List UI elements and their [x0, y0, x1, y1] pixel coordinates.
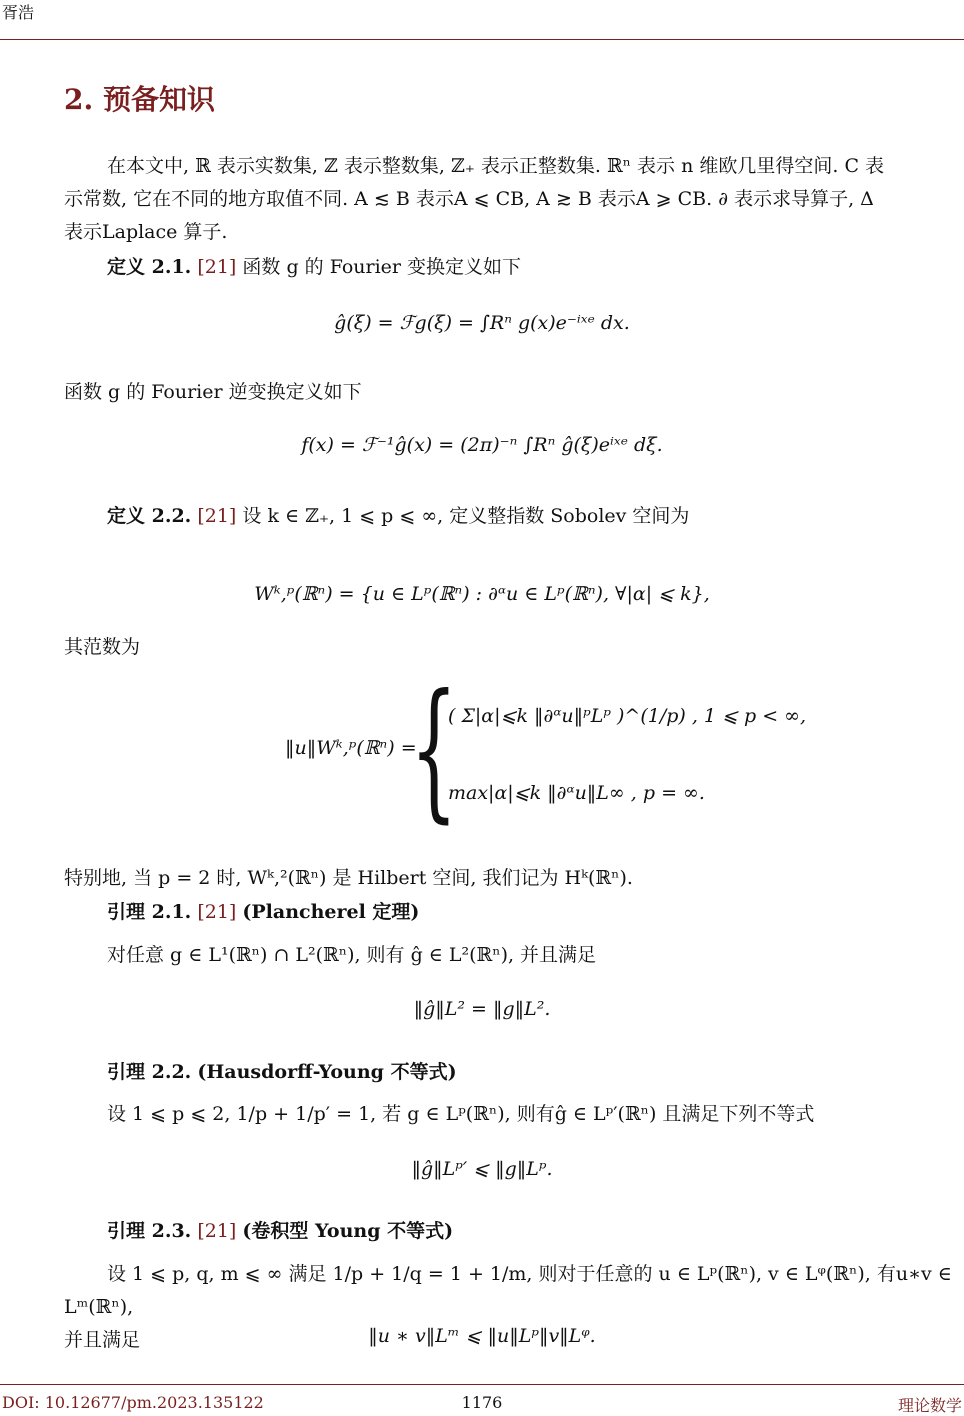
lem21-ref[interactable]: [21]	[197, 901, 237, 923]
hilbert-remark: 特别地, 当 p = 2 时, Wᵏ,²(ℝⁿ) 是 Hilbert 空间, 我们记为 Hᵏ(ℝⁿ).	[64, 867, 633, 889]
footer-doi-link[interactable]: DOI: 10.12677/pm.2023.135122	[2, 1393, 264, 1412]
lem22-text: 设 1 ⩽ p ⩽ 2, 1/p + 1/p′ = 1, 若 g ∈ Lᵖ(ℝⁿ), 则有ĝ ∈ Lᵖ′(ℝⁿ) 且满足下列不等式	[107, 1103, 815, 1125]
plancherel-equation: ‖ĝ‖L² = ‖g‖L².	[413, 998, 551, 1020]
fourier-transform-equation: ĝ(ξ) = ℱg(ξ) = ∫Rⁿ g(x)e⁻ⁱˣᵉ dx.	[334, 312, 630, 334]
norm-case-1: ( Σ|α|⩽k ‖∂ᵅu‖ᵖLᵖ )^(1/p) , 1 ⩽ p < ∞,	[448, 705, 807, 727]
def22-label: 定义 2.2.	[107, 505, 192, 527]
def21-label: 定义 2.1.	[107, 256, 192, 278]
header-rule	[0, 39, 964, 40]
lem21-name: (Plancherel 定理)	[242, 901, 420, 923]
inverse-intro: 函数 g 的 Fourier 逆变换定义如下	[64, 381, 362, 403]
lem23-ref[interactable]: [21]	[197, 1220, 237, 1242]
intro-line-2: 示常数, 它在不同的地方取值不同. A ≲ B 表示A ⩽ CB, A ≳ B 表示A ⩾ CB. ∂ 表示求导算子, Δ	[64, 188, 874, 210]
def22-text: 设 k ∈ ℤ₊, 1 ⩽ p ⩽ ∞, 定义整指数 Sobolev 空间为	[242, 505, 690, 527]
lem22-label: 引理 2.2.	[107, 1061, 192, 1083]
definition-2-2	[107, 501, 689, 528]
hausdorff-young-equation: ‖ĝ‖Lᵖ′ ⩽ ‖g‖Lᵖ.	[411, 1158, 553, 1180]
lem21-text: 对任意 g ∈ L¹(ℝⁿ) ∩ L²(ℝⁿ), 则有 ĝ ∈ L²(ℝⁿ), 并且满足	[107, 944, 597, 966]
header-author: 胥浩	[2, 3, 35, 22]
def21-text: 函数 g 的 Fourier 变换定义如下	[242, 256, 522, 278]
lem22-name: (Hausdorff-Young 不等式)	[197, 1061, 457, 1083]
footer-rule	[0, 1384, 964, 1385]
def22-ref[interactable]: [21]	[197, 505, 237, 527]
lemma-2-2	[107, 1057, 457, 1084]
intro-paragraph	[64, 150, 964, 249]
sobolev-space-equation: Wᵏ,ᵖ(ℝⁿ) = {u ∈ Lᵖ(ℝⁿ) : ∂ᵅu ∈ Lᵖ(ℝⁿ), ∀|α| ⩽ k},	[254, 583, 710, 605]
journal-name: 理论数学	[897, 1396, 962, 1415]
lem23-line-1: 设 1 ⩽ p, q, m ⩽ ∞ 满足 1/p + 1/q = 1 + 1/m, 则对于任意的 u ∈ Lᵖ(ℝⁿ), v ∈ Lᵠ(ℝⁿ), 有u∗v ∈ Lᵐ(ℝⁿ),	[64, 1263, 952, 1318]
intro-line-1: 在本文中, ℝ 表示实数集, ℤ 表示整数集, ℤ₊ 表示正整数集. ℝⁿ 表示 n 维欧几里得空间. C 表	[107, 155, 885, 177]
cases-brace: {	[410, 663, 458, 837]
norm-case-2: max|α|⩽k ‖∂ᵅu‖L∞ , p = ∞.	[448, 782, 705, 804]
norm-intro: 其范数为	[64, 636, 141, 658]
norm-lhs: ‖u‖Wᵏ,ᵖ(ℝⁿ) =	[285, 737, 417, 759]
young-inequality-equation: ‖u ∗ v‖Lᵐ ⩽ ‖u‖Lᵖ‖v‖Lᵠ.	[368, 1325, 596, 1347]
section-title: 2. 预备知识	[64, 83, 215, 116]
page-number: 1176	[461, 1393, 503, 1412]
lemma-2-3	[107, 1216, 453, 1243]
def21-ref[interactable]: [21]	[197, 256, 237, 278]
lem23-name: (卷积型 Young 不等式)	[242, 1220, 454, 1242]
definition-2-1	[107, 252, 521, 279]
lem23-label: 引理 2.3.	[107, 1220, 192, 1242]
lem21-label: 引理 2.1.	[107, 901, 192, 923]
inverse-fourier-equation: f(x) = ℱ⁻¹ĝ(x) = (2π)⁻ⁿ ∫Rⁿ ĝ(ξ)eⁱˣᵉ dξ.	[301, 434, 663, 456]
lemma-2-1	[107, 897, 419, 924]
lem23-line-2: 并且满足	[64, 1329, 141, 1351]
intro-line-3: 表示Laplace 算子.	[64, 221, 228, 243]
